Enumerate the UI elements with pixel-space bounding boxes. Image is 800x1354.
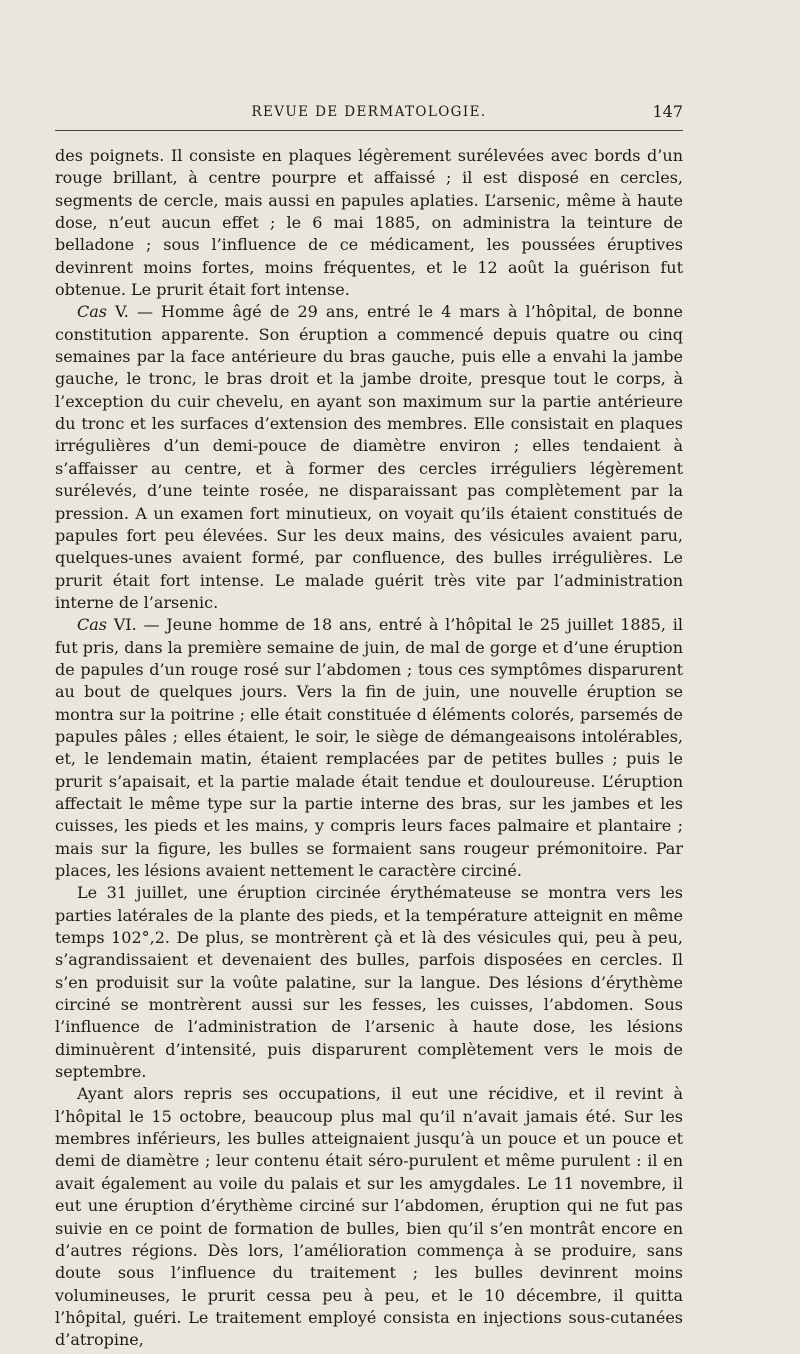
case-6-label: Cas xyxy=(77,615,107,635)
page-number: 147 xyxy=(652,102,683,121)
case-5-text: V. — Homme âgé de 29 ans, entré le 4 mars à l’hôpital, de bonne constitution apparente. Son éruption a commencé depuis quatre ou cinq semaines par la face antérieure du bras gauche, puis elle a envahi la jambe gauche, le tronc, le bras droit et la jambe droite, presque tout le corps, à l’exception du cuir chevelu, en ayant son maximum sur la partie antérieure du tronc et les surfaces d’extension des membres. Elle consistait en plaques irrégulières d’un demi-pouce de diamètre environ ; elles tendaient à s’affaisser au centre, et à former des cercles irréguliers légèrement surélevés, d’une teinte rosée, ne disparaissant pas complètement par la pression. A un examen fort minutieux, on voyait qu’ils étaient constitués de papules fort peu élevées. Sur les deux mains, des vésicules avaient paru, quelques-unes avaient formé, par confluence, des bulles irrégulières. Le prurit était fort intense. Le malade guérit très vite par l’administration interne de l’arsenic. xyxy=(55,302,683,612)
running-header xyxy=(55,102,683,128)
case-5-label: Cas xyxy=(77,302,107,322)
paragraph-case-5 xyxy=(55,301,683,614)
paragraph-case-6 xyxy=(55,614,683,882)
paragraph-relapse: Ayant alors repris ses occupations, il eut une récidive, et il revint à l’hôpital le 15 octobre, beaucoup plus mal qu’il n’avait jamais été. Sur les membres inférieurs, les bulles atteignaient jusqu’à un pouce et un pouce et demi de diamètre ; leur contenu était séro-purulent et même purulent : il en avait également au voile du palais et sur les amygdales. Le 11 novembre, il eut une éruption d’érythème circiné sur l’abdomen, éruption qui ne fut pas suivie en ce point de formation de bulles, bien qu’il s’en montrât encore en d’autres régions. Dès lors, l’amélioration commença à se produire, sans doute sous l’influence du traitement ; les bulles devinrent moins volumineuses, le prurit cessa peu à peu, et le 10 décembre, il quitta l’hôpital, guéri. Le traitement employé consista en injections sous-cutanées d’atropine, xyxy=(55,1084,683,1350)
paragraph-july-31: Le 31 juillet, une éruption circinée érythémateuse se montra vers les parties latérales de la plante des pieds, et la température atteignit en même temps 102°,2. De plus, se montrèrent çà et là des vésicules qui, peu à peu, s’agrandissaient et devenaient des bulles, parfois disposées en cercles. Il s’en produisit sur la voûte palatine, sur la langue. Des lésions d’érythème circiné se montrèrent aussi sur les fesses, les cuisses, l’abdomen. Sous l’influence de l’administration de l’arsenic à haute dose, les lésions diminuèrent d’intensité, puis disparurent complètement vers le mois de septembre. xyxy=(55,883,683,1082)
journal-title: REVUE DE DERMATOLOGIE. xyxy=(251,104,487,120)
paragraph-continued: des poignets. Il consiste en plaques légèrement surélevées avec bords d’un rouge brillant, à centre pourpre et affaissé ; il est disposé en cercles, segments de cercle, mais aussi en papules aplaties. L’arsenic, même à haute dose, n’eut aucun effet ; le 6 mai 1885, on administra la teinture de belladone ; sous l’influence de ce médicament, les poussées éruptives devinrent moins fortes, moins fréquentes, et le 12 août la guérison fut obtenue. Le prurit était fort intense. xyxy=(55,146,683,300)
header-rule xyxy=(55,130,683,131)
case-6-text: VI. — Jeune homme de 18 ans, entré à l’hôpital le 25 juillet 1885, il fut pris, dans la première semaine de juin, de mal de gorge et d’une éruption de papules d’un rouge rosé sur l’abdomen ; tous ces symptômes disparurent au bout de quelques jours. Vers la fin de juin, une nouvelle éruption se montra sur la poitrine ; elle était constituée d éléments colorés, parsemés de papules pâles ; elles étaient, le soir, le siège de démangeaisons intolérables, et, le lendemain matin, étaient remplacées par de petites bulles ; puis le prurit s’apaisait, et la partie malade était tendue et douloureuse. L’éruption affectait le même type sur la partie interne des bras, sur les jambes et les cuisses, les pieds et les mains, y compris leurs faces palmaire et plantaire ; mais sur la figure, les bulles se formaient sans rougeur prémonitoire. Par places, les lésions avaient nettement le caractère circiné. xyxy=(55,615,683,880)
body-text xyxy=(55,145,683,1352)
